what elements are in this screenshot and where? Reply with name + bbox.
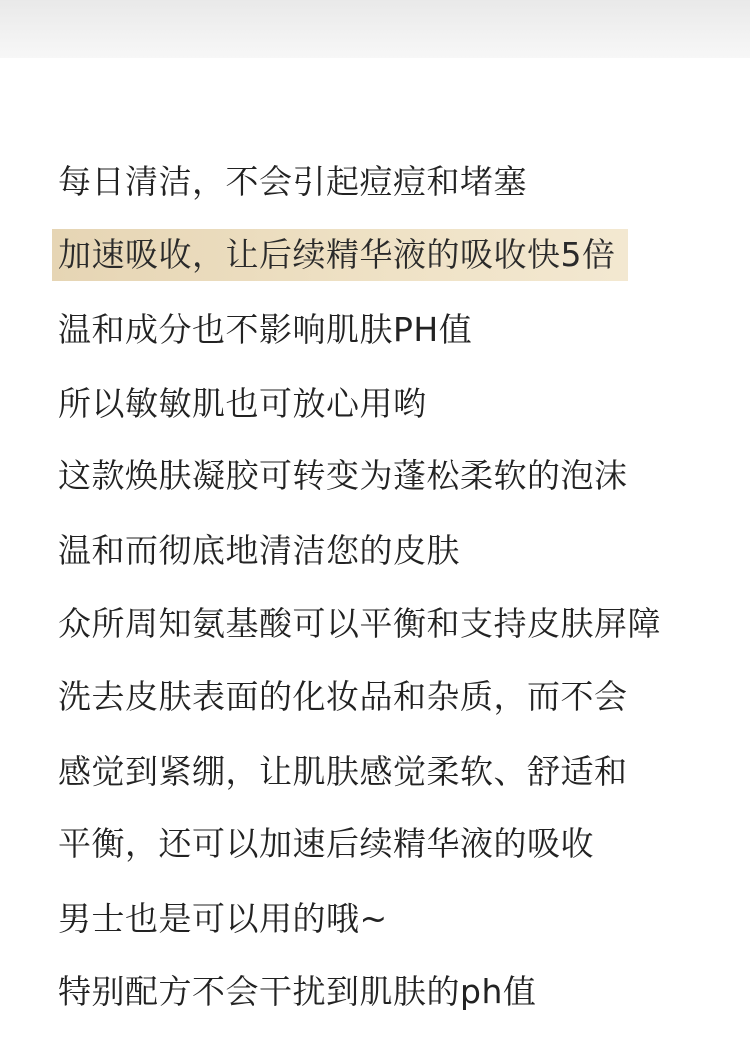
text-line-3: 温和成分也不影响肌肤PH值 — [58, 310, 473, 349]
text-line-8: 洗去皮肤表面的化妆品和杂质，而不会 — [58, 677, 628, 716]
text-line-4: 所以敏敏肌也可放心用哟 — [58, 384, 427, 423]
text-line-11: 男士也是可以用的哦~ — [58, 899, 388, 938]
text-line-7: 众所周知氨基酸可以平衡和支持皮肤屏障 — [58, 604, 661, 643]
text-line-9: 感觉到紧绷，让肌肤感觉柔软、舒适和 — [58, 752, 628, 791]
text-line-6: 温和而彻底地清洁您的皮肤 — [58, 531, 460, 570]
text-line-1: 每日清洁，不会引起痘痘和堵塞 — [58, 162, 527, 201]
highlighted-text-line: 加速吸收，让后续精华液的吸收快5倍 — [52, 229, 628, 281]
text-line-5: 这款焕肤凝胶可转变为蓬松柔软的泡沫 — [58, 456, 628, 495]
text-line-10: 平衡，还可以加速后续精华液的吸收 — [58, 824, 594, 863]
text-line-12: 特别配方不会干扰到肌肤的ph值 — [58, 972, 537, 1011]
